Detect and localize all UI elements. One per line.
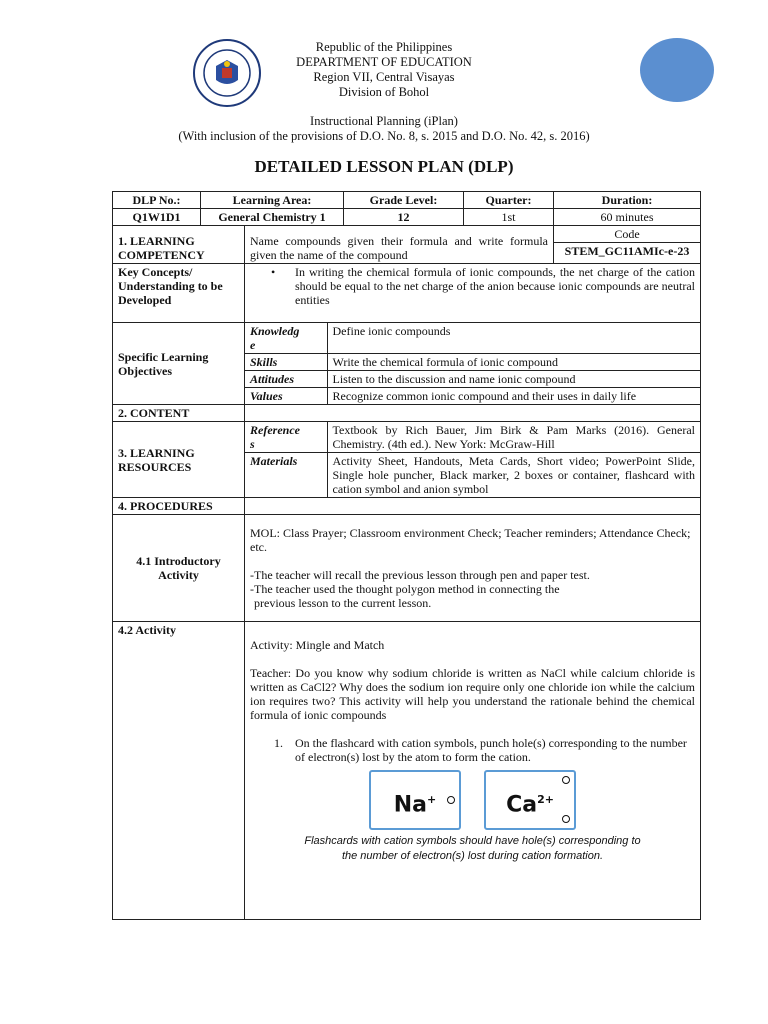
flashcard-caption-2: the number of electron(s) lost during cation formation. — [341, 850, 604, 862]
intro-row — [113, 515, 701, 622]
activity-row — [113, 622, 701, 920]
header-region: Region VII, Central Visayas — [313, 70, 455, 84]
duration-label: Duration: — [554, 192, 701, 209]
dlp-label: DLP No.: — [113, 192, 201, 209]
punched-hole-icon — [447, 796, 455, 804]
intro-p1: MOL: Class Prayer; Classroom environment Check; Teacher reminders; Attendance Check; etc. — [250, 526, 691, 554]
card-charge: 2+ — [537, 793, 554, 806]
quarter-label: Quarter: — [464, 192, 554, 209]
header-republic: Republic of the Philippines — [315, 40, 453, 54]
objective-value: Listen to the discussion and name ionic compound — [327, 371, 700, 388]
grade-label: Grade Level: — [344, 192, 464, 209]
procedures-label: 4. PROCEDURES — [113, 498, 245, 515]
objective-knowledge — [245, 323, 700, 354]
page-title: DETAILED LESSON PLAN (DLP) — [254, 157, 514, 176]
competency-label: 1. LEARNING COMPETENCY — [113, 226, 245, 264]
activity-label: 4.2 Activity — [113, 622, 245, 920]
key-concepts-row — [113, 264, 701, 323]
objective-value: Write the chemical formula of ionic compound — [327, 354, 700, 371]
content-row — [113, 405, 701, 422]
objective-values — [245, 388, 700, 405]
competency-code-cell — [554, 226, 701, 264]
objective-attitudes — [245, 371, 700, 388]
objective-key: Attitudes — [245, 371, 327, 388]
objectives-cell — [245, 323, 701, 405]
intro-p2: -The teacher will recall the previous lesson through pen and paper test. — [250, 568, 590, 582]
key-concept-text: In writing the chemical formula of ionic compounds, the net charge of the cation should be equal to the net charge of the anion because ionic compounds are neutral entities — [295, 265, 695, 307]
grade-value: 12 — [344, 209, 464, 226]
card-symbol: Ca — [506, 792, 538, 818]
objective-key: Knowledg e — [245, 323, 327, 354]
step-number: 1. — [274, 736, 283, 750]
punched-hole-icon — [562, 776, 570, 784]
objectives-row — [113, 323, 701, 405]
objective-value: Define ionic compounds — [327, 323, 700, 354]
header-iplan: Instructional Planning (iPlan) — [310, 114, 458, 128]
key-concepts-label: Key Concepts/ Understanding to be Developed — [113, 264, 245, 323]
resources-cell — [245, 422, 701, 498]
step-text: On the flashcard with cation symbols, punch hole(s) corresponding to the number of electron(s) lost by the atom to form the cation. — [295, 736, 687, 764]
resources-table — [245, 422, 700, 497]
card-symbol: Na — [393, 792, 428, 818]
activity-step-1 — [250, 736, 695, 764]
flashcard-calcium — [484, 770, 576, 830]
resources-label: 3. LEARNING RESOURCES — [113, 422, 245, 498]
materials-label: Materials — [245, 453, 327, 498]
competency-text: Name compounds given their formula and write formula given the name of the compound — [245, 226, 554, 264]
procedures-value — [245, 498, 701, 515]
intro-cell — [245, 515, 701, 622]
bullet-icon: • — [271, 265, 276, 279]
intro-p3: -The teacher used the thought polygon method in connecting the — [250, 582, 560, 596]
dlp-table — [112, 191, 701, 920]
references-row — [245, 422, 700, 453]
header-department: DEPARTMENT OF EDUCATION — [296, 55, 472, 69]
objective-key: Skills — [245, 354, 327, 371]
materials-row — [245, 453, 700, 498]
duration-value: 60 minutes — [554, 209, 701, 226]
materials-value: Activity Sheet, Handouts, Meta Cards, Short video; PowerPoint Slide, Single hole puncher, Black marker, 2 boxes or container, flashcard with cation symbol and anion symbol — [327, 453, 700, 498]
header-provisions: (With inclusion of the provisions of D.O. No. 8, s. 2015 and D.O. No. 42, s. 2016) — [178, 129, 590, 143]
flashcard-caption-1: Flashcards with cation symbols should have hole(s) corresponding to — [304, 835, 641, 847]
objective-skills — [245, 354, 700, 371]
info-value-row — [113, 209, 701, 226]
references-value: Textbook by Rich Bauer, Jim Birk & Pam Marks (2016). General Chemistry. (4th ed.). New York: McGraw-Hill — [327, 422, 700, 453]
references-label: Reference s — [245, 422, 327, 453]
content-value — [245, 405, 701, 422]
key-concepts-cell — [245, 264, 701, 323]
objective-key: Values — [245, 388, 327, 405]
activity-teacher-text: Teacher: Do you know why sodium chloride is written as NaCl while calcium chloride is written as CaCl2? Why does the sodium ion require only one chloride ion while the calcium ion requires two? This activity will help you understand the rationale behind the chemical formula of ionic compounds — [250, 666, 695, 722]
code-value: STEM_GC11AMIc-e-23 — [564, 244, 690, 258]
dlp-value: Q1W1D1 — [113, 209, 201, 226]
procedures-row — [113, 498, 701, 515]
objective-value: Recognize common ionic compound and their uses in daily life — [327, 388, 700, 405]
content-label: 2. CONTENT — [113, 405, 245, 422]
intro-label: 4.1 Introductory Activity — [113, 515, 245, 622]
objectives-label: Specific Learning Objectives — [113, 323, 245, 405]
punched-hole-icon — [562, 815, 570, 823]
objectives-table — [245, 323, 700, 404]
info-header-row — [113, 192, 701, 209]
resources-row — [113, 422, 701, 498]
flashcard-sodium — [369, 770, 461, 830]
header-division: Division of Bohol — [338, 85, 430, 99]
competency-row — [113, 226, 701, 264]
card-charge: + — [427, 793, 437, 806]
key-concept-bullet — [271, 265, 695, 307]
quarter-value: 1st — [464, 209, 554, 226]
area-value: General Chemistry 1 — [201, 209, 344, 226]
activity-title: Activity: Mingle and Match — [250, 638, 385, 652]
code-label: Code — [554, 226, 700, 243]
activity-cell — [245, 622, 701, 920]
area-label: Learning Area: — [201, 192, 344, 209]
flashcards — [250, 770, 695, 830]
intro-p4: previous lesson to the current lesson. — [254, 596, 432, 610]
